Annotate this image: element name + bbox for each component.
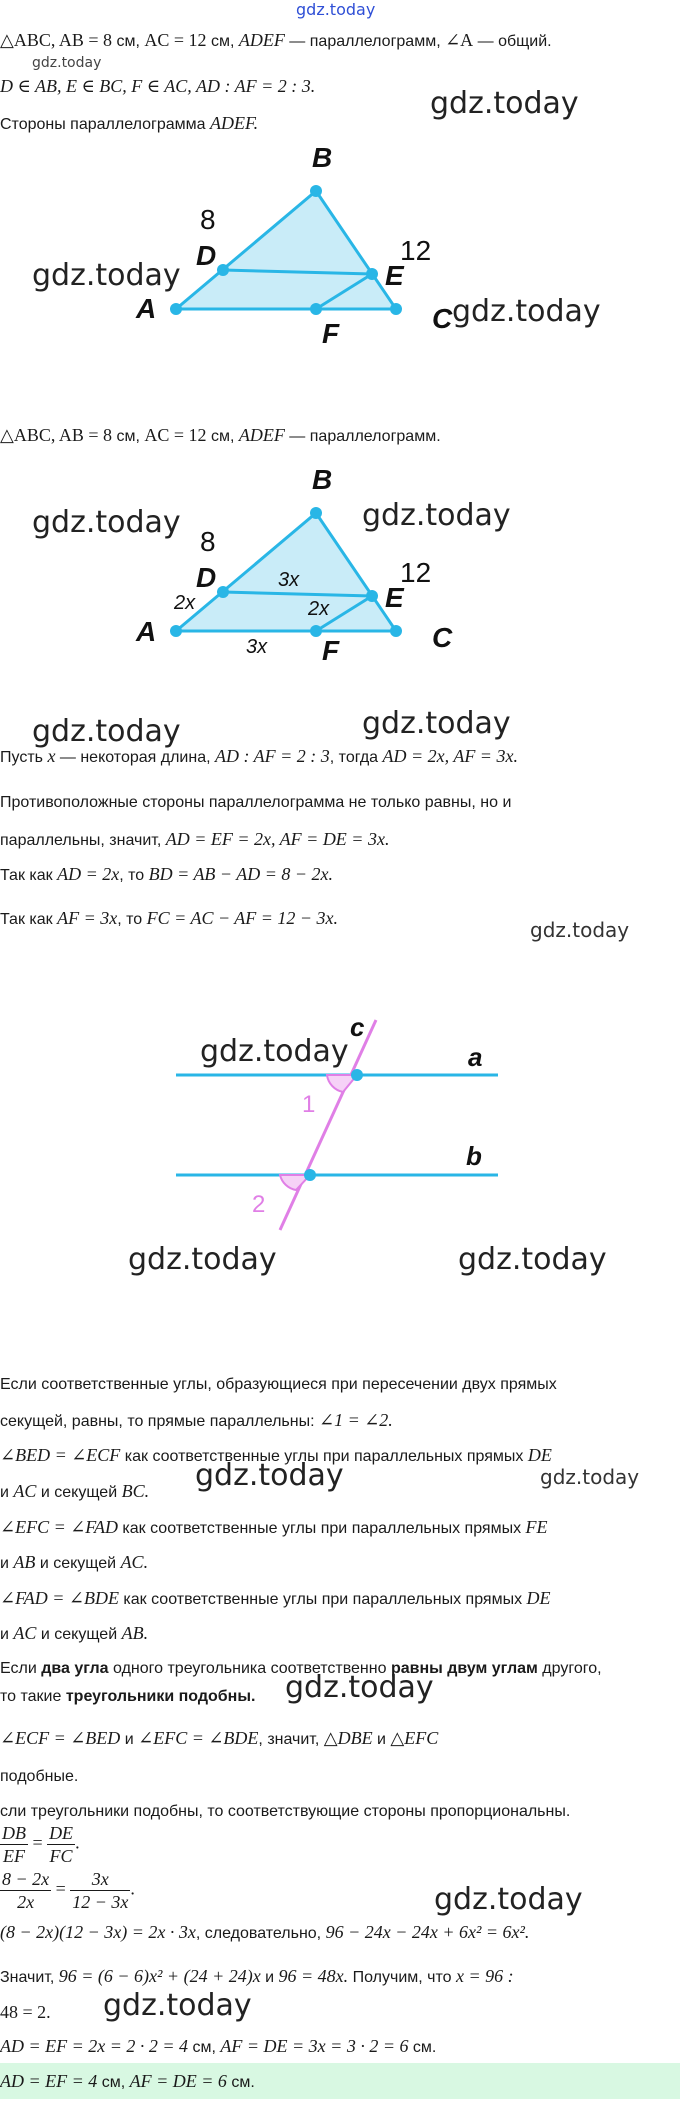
proof-line-2: и AC и секущей BC. [0, 1481, 150, 1501]
point-intersection-a [351, 1069, 363, 1081]
fraction-de-fc: $\frac{DE}{FC}$ [49, 1823, 74, 1866]
label-b: B [312, 464, 333, 495]
watermark: gdz.today [530, 918, 630, 942]
label-af: 3x [246, 636, 268, 658]
point-b [310, 185, 322, 197]
side-bc-length: 12 [400, 235, 432, 266]
solution-line-2: Противоположные стороны параллелограмма не только равны, но и [0, 794, 512, 811]
watermark: gdz.today [32, 714, 181, 749]
point-e [366, 590, 378, 602]
triangle-figure-2 [0, 455, 680, 665]
point-e [366, 268, 378, 280]
side-bc-length: 12 [400, 557, 432, 588]
label-c: C [432, 622, 453, 653]
label-c: C [432, 303, 453, 334]
label-e: E [385, 582, 404, 613]
label-f: F [322, 635, 340, 665]
proof-line-7: Если два угла одного треугольника соответственно равны двум углам другого, [0, 1660, 602, 1677]
side-ab-length: 8 [200, 204, 216, 235]
theory-line-1: Если соответственные углы, образующиеся при пересечении двух прямых [0, 1376, 557, 1393]
proof-line-11: сли треугольники подобны, то соответствующие стороны пропорциональны. [0, 1803, 571, 1820]
given-line-1: △ABC, AB = 8 см, AC = 12 см, ADEF — параллелограмм, ∠A — общий. [0, 30, 552, 50]
label-f: F [322, 318, 340, 349]
watermark: gdz.today [195, 1458, 344, 1493]
label-angle-2: 2 [252, 1191, 266, 1218]
solution-line-5: Так как AF = 3x, то FC = AC − AF = 12 − 3x. [0, 908, 339, 928]
point-d [217, 586, 229, 598]
label-e: E [385, 260, 404, 291]
point-c [390, 625, 402, 637]
label-line-b: b [466, 1141, 482, 1171]
proof-line-6: и AC и секущей AB. [0, 1623, 149, 1643]
theory-line-2: секущей, равны, то прямые параллельны: ∠1 = ∠2. [0, 1410, 393, 1430]
fraction-right: $\frac{3x}{12 - 3x}$ [72, 1869, 129, 1912]
proportion-2: $\frac{8 - 2x}{2x}$ = $\frac{3x}{12 - 3x}$ . [2, 1869, 135, 1912]
watermark: gdz.today [362, 498, 511, 533]
equation-line-3: 48 = 2. [0, 2002, 51, 2022]
watermark: gdz.today [285, 1670, 434, 1705]
proof-line-3: ∠EFC = ∠FAD как соответственные углы при параллельных прямых FE [0, 1517, 548, 1537]
watermark: gdz.today [430, 86, 579, 121]
label-ef: 2x [308, 598, 330, 620]
watermark: gdz.today [434, 1882, 583, 1917]
watermark: gdz.today [458, 1242, 607, 1277]
equation-line-1: (8 − 2x)(12 − 3x) = 2x · 3x, следовательно, 96 − 24x − 24x + 6x² = 6x². [0, 1922, 530, 1942]
equation-line-2: Значит, 96 = (6 − 6)x² + (24 + 24)x и 96 = 48x. Получим, что x = 96 : [0, 1966, 514, 1986]
solution-line-4: Так как AD = 2x, то BD = AB − AD = 8 − 2x. [0, 864, 334, 884]
label-angle-1: 1 [302, 1091, 316, 1118]
label-d: D [196, 562, 217, 593]
equation-line-4: AD = EF = 2x = 2 · 2 = 4 см, AF = DE = 3x = 3 · 2 = 6 см. [0, 2036, 437, 2056]
label-b: B [312, 142, 333, 173]
given-line-2: △ABC, AB = 8 см, AC = 12 см, ADEF — параллелограмм. [0, 425, 441, 445]
fraction-left: $\frac{8 - 2x}{2x}$ [2, 1869, 50, 1912]
proof-line-1: ∠BED = ∠ECF как соответственные углы при параллельных прямых DE [0, 1445, 552, 1465]
proof-line-9: ∠ECF = ∠BED и ∠EFC = ∠BDE, значит, △DBE и △EFC [0, 1728, 439, 1748]
watermark: gdz.today [32, 55, 102, 71]
watermark: gdz.today [362, 706, 511, 741]
watermark: gdz.today [103, 1988, 252, 2023]
watermark: gdz.today [32, 505, 181, 540]
answer-box [0, 2063, 680, 2099]
proof-line-5: ∠FAD = ∠BDE как соответственные углы при параллельных прямых DE [0, 1588, 551, 1608]
conditions-line: D ∈ AB, E ∈ BC, F ∈ AC, AD : AF = 2 : 3. [0, 76, 316, 96]
point-b [310, 507, 322, 519]
point-a [170, 625, 182, 637]
label-line-a: a [468, 1042, 483, 1072]
answer-line: AD = EF = 4 см, AF = DE = 6 см. [0, 2071, 255, 2091]
point-intersection-b [304, 1169, 316, 1181]
watermark: gdz.today [32, 258, 181, 293]
proof-line-4: и AB и секущей AC. [0, 1552, 149, 1572]
point-f [310, 303, 322, 315]
proportion-1: $\frac{DB}{EF}$ = $\frac{DE}{FC}$ . [2, 1823, 80, 1866]
proof-line-8: то такие треугольники подобны. [0, 1688, 256, 1705]
find-line: Стороны параллелограмма ADEF. [0, 113, 259, 133]
label-de: 3x [278, 569, 300, 591]
watermark: gdz.today [452, 294, 601, 329]
label-line-c: c [350, 1012, 365, 1042]
label-a: A [136, 293, 157, 324]
point-d [217, 264, 229, 276]
proof-line-10: подобные. [0, 1768, 79, 1785]
header-link[interactable]: gdz.today [296, 0, 376, 19]
watermark: gdz.today [540, 1465, 640, 1489]
label-d: D [196, 240, 217, 271]
fraction-db-ef: $\frac{DB}{EF}$ [2, 1823, 26, 1866]
point-a [170, 303, 182, 315]
point-c [390, 303, 402, 315]
point-f [310, 625, 322, 637]
label-a: A [136, 616, 157, 647]
solution-line-3: параллельны, значит, AD = EF = 2x, AF = DE = 3x. [0, 829, 390, 849]
watermark: gdz.today [128, 1242, 277, 1277]
watermark: gdz.today [200, 1034, 349, 1069]
solution-line-1: Пусть x — некоторая длина, AD : AF = 2 : 3, тогда AD = 2x, AF = 3x. [0, 746, 518, 766]
label-ad: 2x [174, 592, 196, 614]
side-ab-length: 8 [200, 526, 216, 557]
